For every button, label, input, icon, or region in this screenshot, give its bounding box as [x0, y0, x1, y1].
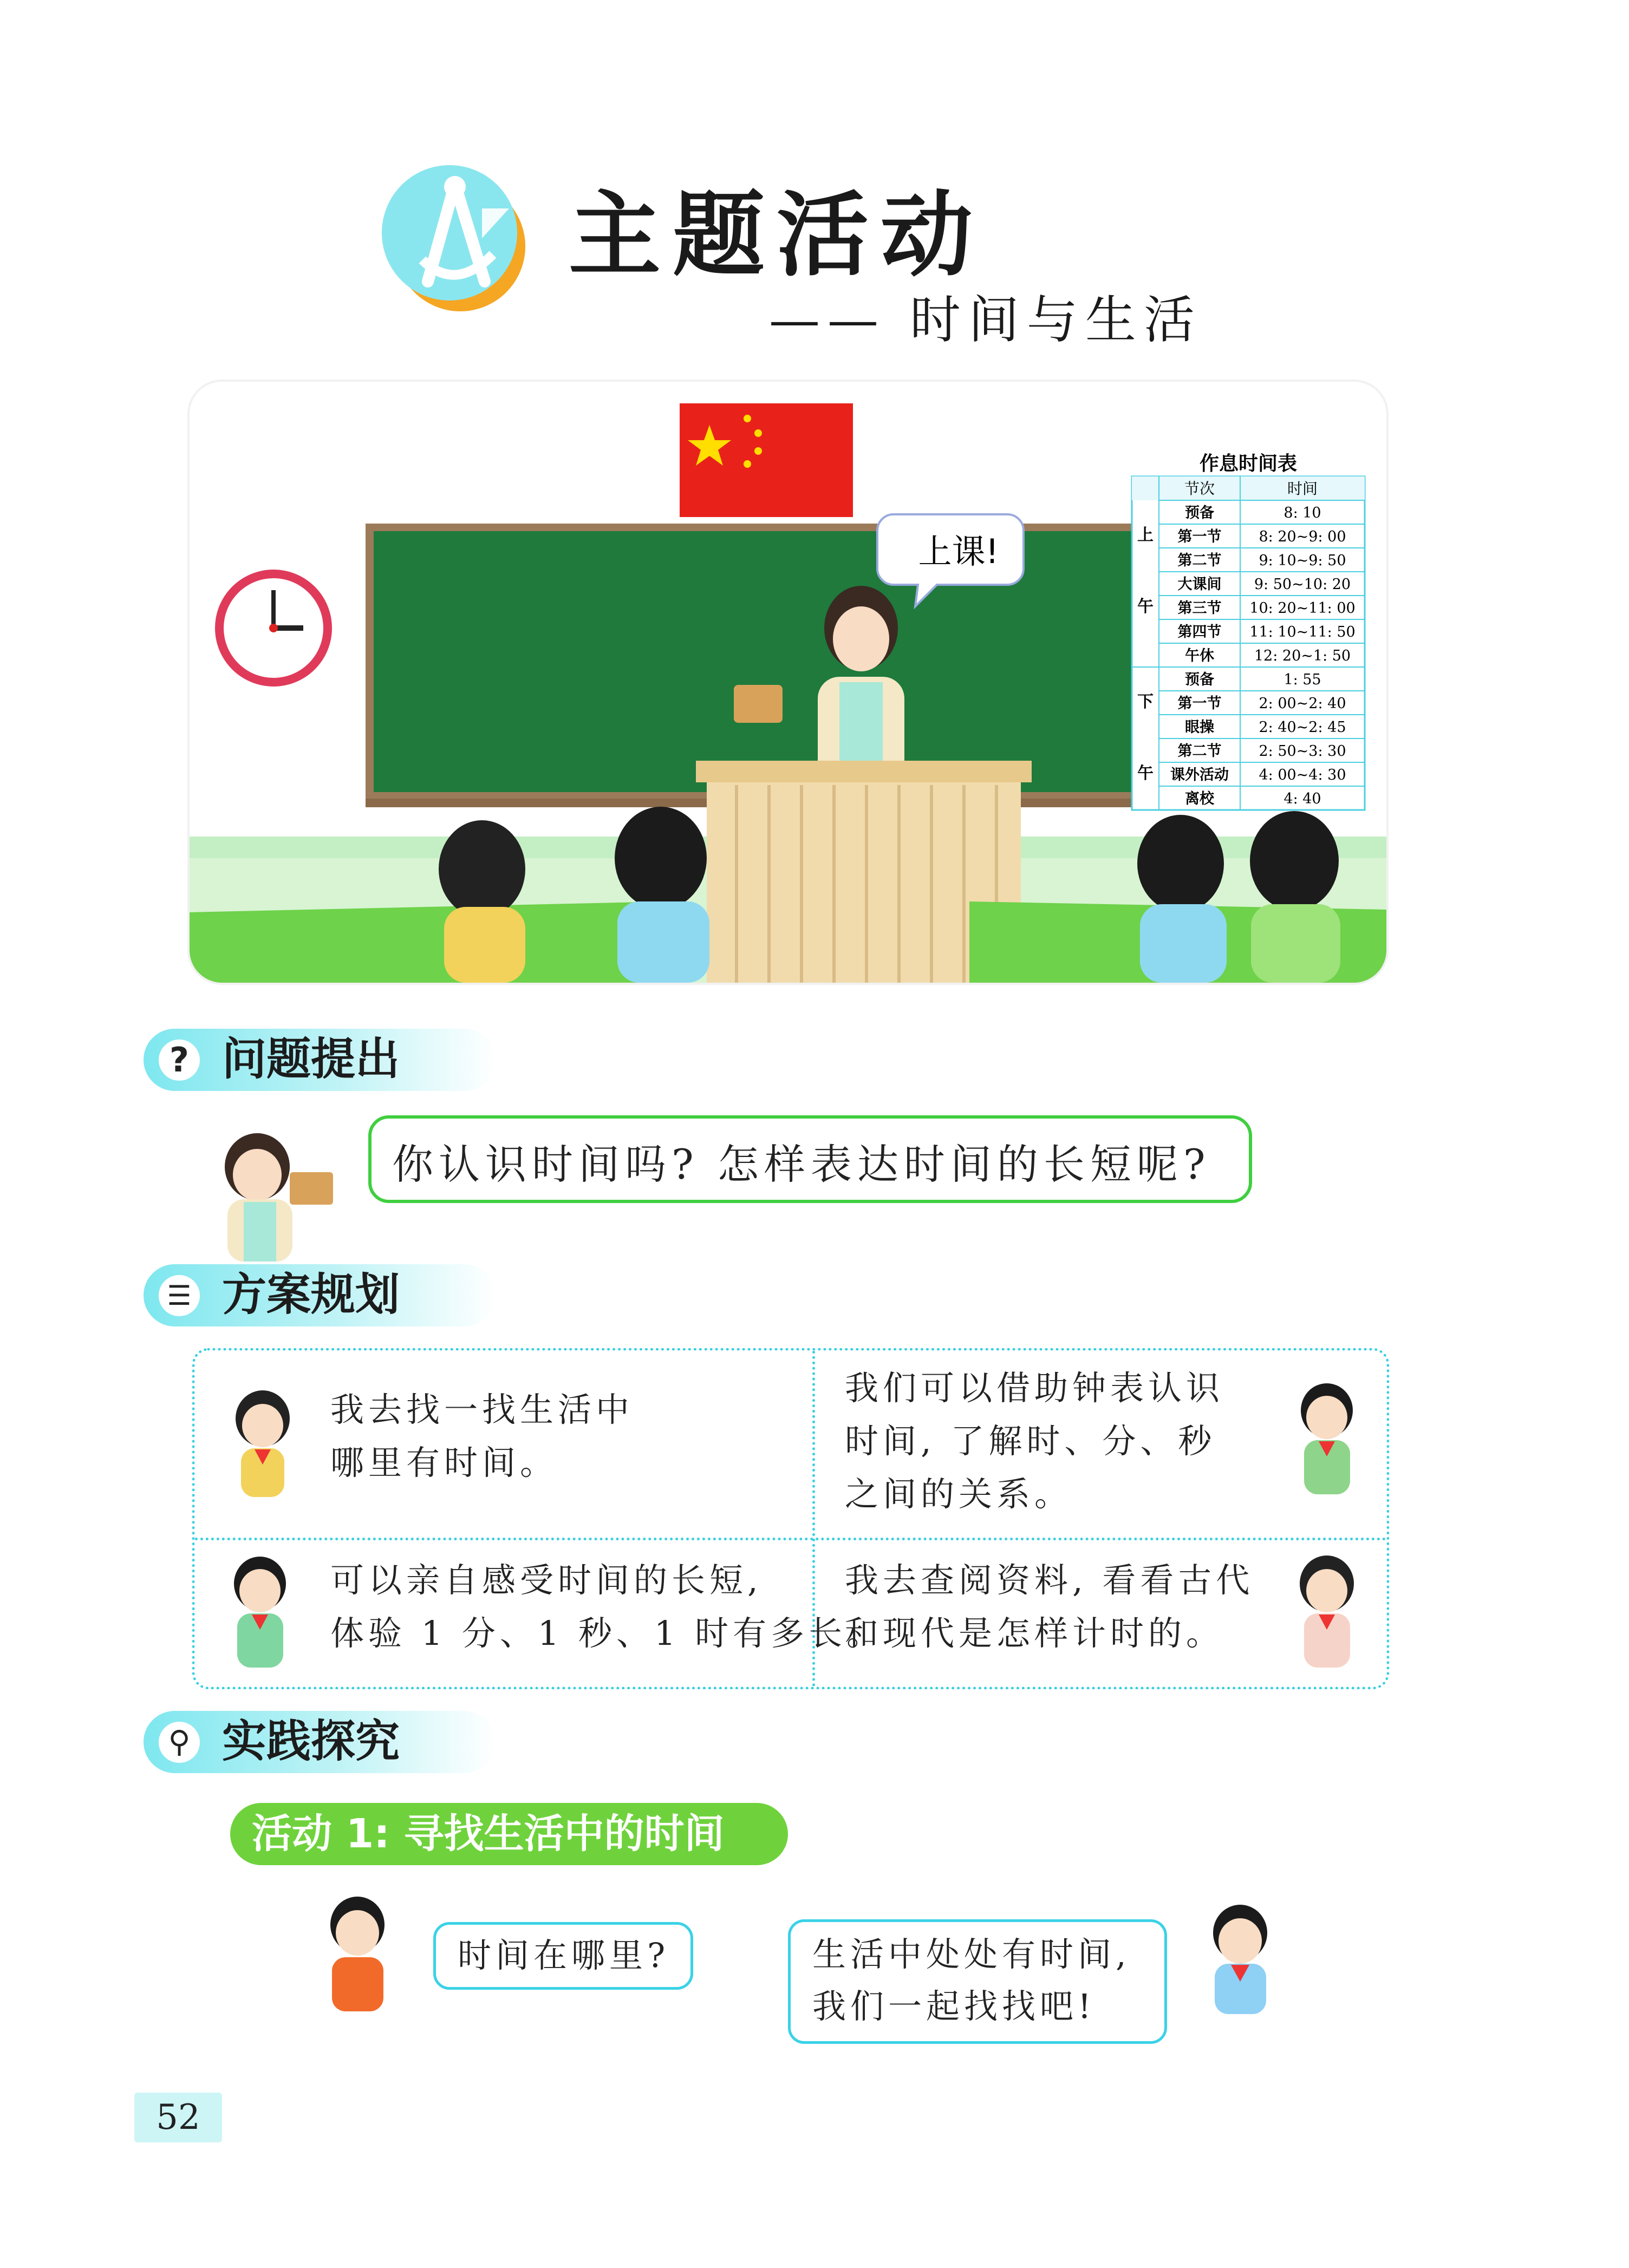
china-flag-icon [680, 403, 853, 517]
wall-clock-icon [215, 570, 332, 687]
schedule-period: 午休 [1185, 648, 1214, 664]
schedule-afternoon-label: 午 [1137, 764, 1154, 783]
girl-avatar [222, 1389, 303, 1497]
schedule-period: 第四节 [1177, 624, 1222, 640]
schedule-period: 预备 [1185, 671, 1214, 688]
compass-logo-icon [374, 157, 531, 314]
schedule-period: 离校 [1185, 790, 1214, 807]
question-text: 你认识时间吗? 怎样表达时间的长短呢? [392, 1140, 1211, 1188]
section-header-practice [144, 1711, 496, 1773]
schedule-time: 8: 20~9: 00 [1259, 528, 1346, 545]
classroom-scene [190, 382, 1386, 983]
list-icon: ☰ [159, 1275, 200, 1316]
section-label: 问题提出 [222, 1034, 400, 1085]
teacher-avatar [198, 1129, 338, 1262]
magnifier-icon: ⚲ [159, 1722, 200, 1763]
teacher-speech: 上课! [918, 532, 999, 571]
speech-text: 生活中处处有时间, 我们一起找找吧! [812, 1934, 1131, 2026]
page-number: 52 [134, 2093, 222, 2142]
plan-cell-4: 我去查阅资料, 看看古代 和现代是怎样计时的。 [845, 1560, 1254, 1653]
schedule-time: 2: 00~2: 40 [1259, 695, 1346, 712]
schedule-title: 作息时间表 [1199, 452, 1298, 475]
page-title: 主题活动 [569, 182, 985, 289]
schedule-header: 节次 [1184, 480, 1215, 498]
girl-avatar [1283, 1554, 1370, 1668]
schedule-time: 4: 40 [1283, 790, 1321, 807]
schedule-time: 1: 55 [1283, 671, 1321, 688]
schedule-time: 11: 10~11: 50 [1249, 624, 1356, 640]
schedule-morning-label: 午 [1137, 597, 1154, 616]
section-header-plan [144, 1264, 496, 1326]
schedule-period: 第二节 [1177, 743, 1222, 760]
schedule-time: 2: 50~3: 30 [1259, 743, 1346, 760]
classroom-illustration [190, 382, 1386, 983]
plan-cell-1: 我去找一找生活中 哪里有时间。 [330, 1390, 634, 1482]
schedule-time: 2: 40~2: 45 [1259, 719, 1346, 736]
schedule-afternoon-label: 下 [1137, 692, 1154, 711]
plan-table [192, 1348, 1389, 1689]
schedule-period: 预备 [1185, 505, 1214, 521]
schedule-period: 第一节 [1177, 695, 1222, 712]
plan-cell-2: 我们可以借助钟表认识 时间, 了解时、分、秒 之间的关系。 [845, 1368, 1224, 1514]
schedule-period: 第三节 [1177, 600, 1222, 617]
schedule-time: 12: 20~1: 50 [1254, 648, 1351, 664]
schedule-period: 大课间 [1177, 576, 1222, 593]
speech-bubble-right [788, 1919, 1167, 2044]
schedule-header: 时间 [1287, 480, 1318, 498]
schedule-time: 9: 10~9: 50 [1259, 552, 1346, 569]
section-header-question [144, 1029, 496, 1091]
schedule-table [1132, 452, 1365, 810]
section-label: 实践探究 [222, 1716, 400, 1767]
boy-avatar [1189, 1903, 1297, 2014]
section-label: 方案规划 [222, 1269, 400, 1321]
schedule-period: 第二节 [1177, 552, 1222, 569]
speech-text: 时间在哪里? [458, 1936, 670, 1975]
schedule-period: 第一节 [1177, 528, 1222, 545]
schedule-time: 9: 50~10: 20 [1254, 576, 1351, 593]
schedule-time: 10: 20~11: 00 [1249, 600, 1356, 617]
schedule-period: 眼操 [1185, 719, 1214, 736]
schedule-period: 课外活动 [1170, 767, 1229, 783]
question-mark-icon: ? [159, 1040, 200, 1081]
page-subtitle: —— 时间与生活 [769, 291, 1202, 350]
question-bubble [368, 1115, 1252, 1203]
activity-banner: 活动 1: 寻找生活中的时间 [230, 1803, 788, 1865]
schedule-morning-label: 上 [1137, 526, 1154, 545]
plan-cell-3: 可以亲自感受时间的长短, 体验 1 分、1 秒、1 时有多长。 [330, 1560, 885, 1653]
boy-avatar [219, 1554, 306, 1668]
speech-bubble-left [433, 1922, 693, 1990]
schedule-time: 4: 00~4: 30 [1259, 767, 1346, 783]
schedule-time: 8: 10 [1283, 505, 1321, 521]
boy-avatar [311, 1895, 409, 2011]
boy-avatar [1283, 1381, 1370, 1494]
